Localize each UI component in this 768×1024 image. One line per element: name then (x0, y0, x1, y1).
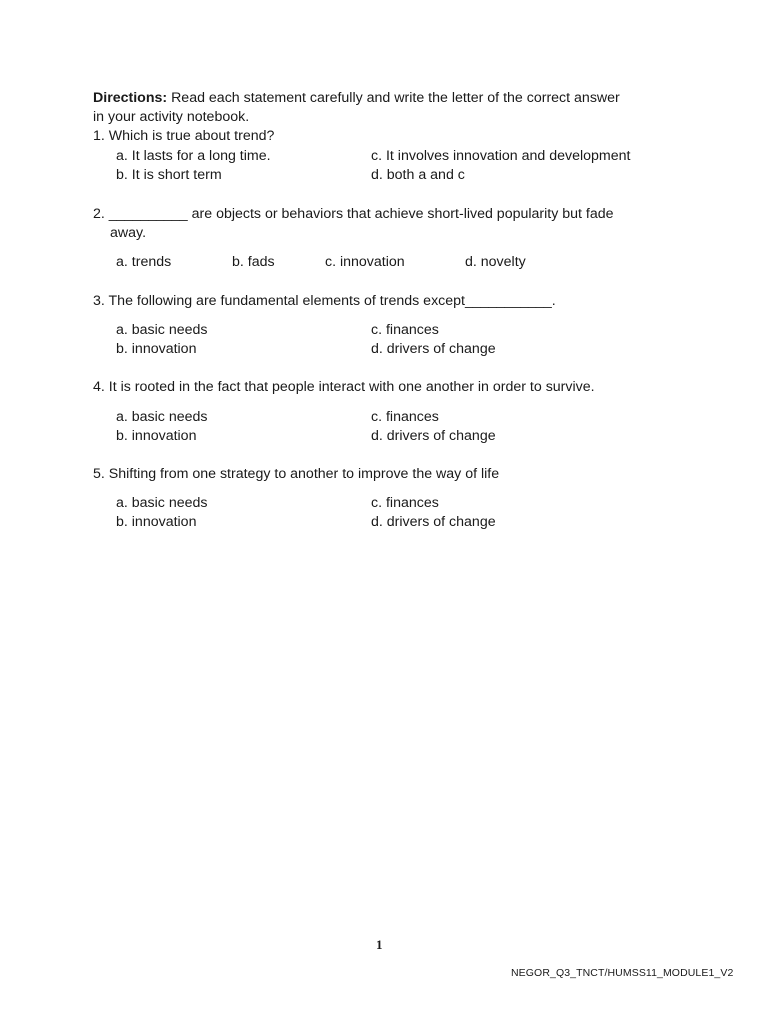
question-3-option-d: d. drivers of change (371, 341, 496, 357)
question-4-option-a: a. basic needs (116, 409, 208, 425)
question-5-option-a: a. basic needs (116, 495, 208, 511)
footer-module-code: NEGOR_Q3_TNCT/HUMSS11_MODULE1_V2 (511, 967, 734, 979)
question-4-stem: 4. It is rooted in the fact that people interact with one another in order to survive. (93, 379, 595, 395)
question-3-stem: 3. The following are fundamental elements of trends except___________. (93, 293, 556, 309)
question-1-stem: 1. Which is true about trend? (93, 128, 275, 144)
question-5-option-c: c. finances (371, 495, 439, 511)
question-1-option-a: a. It lasts for a long time. (116, 148, 271, 164)
question-3-option-a: a. basic needs (116, 322, 208, 338)
question-2-stem: 2. __________ are objects or behaviors that achieve short-lived popularity but fade (93, 206, 614, 222)
question-2-stem-continued: away. (110, 225, 147, 241)
question-3-option-b: b. innovation (116, 341, 197, 357)
question-5-option-d: d. drivers of change (371, 514, 496, 530)
question-5-option-b: b. innovation (116, 514, 197, 530)
question-1-option-c: c. It involves innovation and development (371, 148, 631, 164)
question-4-option-d: d. drivers of change (371, 428, 496, 444)
question-3-option-c: c. finances (371, 322, 439, 338)
question-1-option-b: b. It is short term (116, 167, 222, 183)
question-1-option-d: d. both a and c (371, 167, 465, 183)
question-2-option-a: a. trends (116, 254, 172, 270)
question-5-stem: 5. Shifting from one strategy to another to improve the way of life (93, 466, 500, 482)
question-2-option-c: c. innovation (325, 254, 405, 270)
directions-text-continued: in your activity notebook. (93, 109, 250, 125)
directions (93, 89, 620, 108)
question-4-option-c: c. finances (371, 409, 439, 425)
directions-text: Read each statement carefully and write the letter of the correct answer (171, 90, 620, 106)
question-2-option-d: d. novelty (465, 254, 526, 270)
question-4-option-b: b. innovation (116, 428, 197, 444)
page-number: 1 (376, 937, 383, 952)
directions-label: Directions: (93, 90, 168, 106)
question-2-option-b: b. fads (232, 254, 275, 270)
